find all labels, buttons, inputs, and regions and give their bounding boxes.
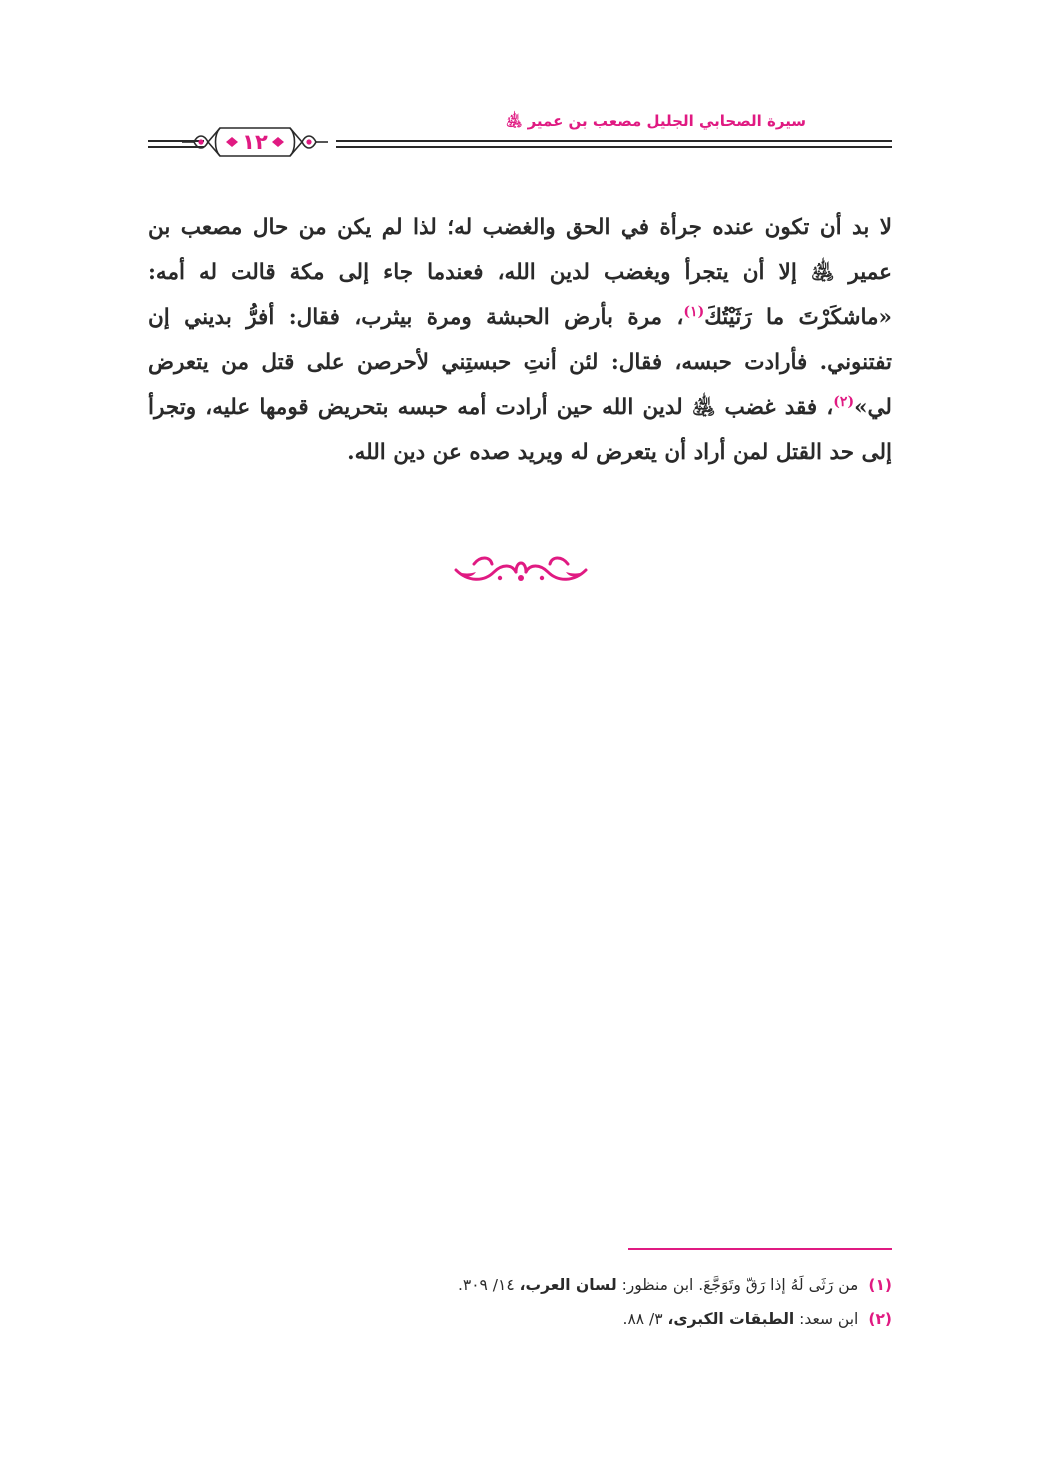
footnote-citation: ١٤/ ٣٠٩.: [457, 1276, 520, 1294]
footnote-number: (١): [868, 1276, 892, 1294]
floral-divider-icon: [450, 552, 592, 586]
footnotes: [148, 1268, 892, 1336]
footnote-ref-2[interactable]: (٢): [833, 393, 855, 410]
paragraph-end: ، فقد غضب ﵁ لدين الله حين أرادت أمه حبسه بتحريض قومها عليه، وتجرأ إلى حد القتل لمن أراد أن يتعرض له ويريد صده عن دين الله.: [148, 395, 892, 465]
page-number-badge: [180, 122, 330, 162]
footnote-2: [148, 1302, 892, 1336]
quote-start: «ماشكَرْتَ ما رَثَيْتُكَ: [704, 305, 892, 330]
footnote-text: من رَثَى لَهُ إذا رَقّ وتَوَجَّعَ. ابن منظور:: [616, 1276, 859, 1294]
page-number: ١٢: [242, 130, 268, 154]
body-line-1: لا بد أن تكون عنده جرأة في الحق والغضب له؛ لذا لم يكن من حال مصعب بن: [148, 215, 892, 240]
quote-continued: ، مرة بأرض الحبشة ومرة بيثرب، فقال: أفرُّ بديني إن تفتنوني. فأرادت حبسه، فقال: لئن أنتِ حبستِني لأحرصن على قتل من يتعرض لي»: [148, 305, 892, 420]
footnote-source: الطبقات الكبرى،: [667, 1310, 795, 1328]
footnote-text: ابن سعد:: [794, 1310, 859, 1328]
body-line-2: عمير ﵁ إلا أن يتجرأ ويغضب لدين الله، فعندما جاء إلى مكة قالت له أمه:: [148, 260, 892, 285]
footnote-citation: ٣/ ٨٨.: [622, 1310, 668, 1328]
page-header: [148, 100, 892, 160]
footnote-source: لسان العرب،: [519, 1276, 617, 1294]
running-title: سيرة الصحابي الجليل مصعب بن عمير ﵁: [505, 112, 807, 130]
footnote-number: (٢): [868, 1310, 892, 1328]
main-paragraph: [148, 205, 892, 475]
footnote-1: [148, 1268, 892, 1302]
footnote-ref-1[interactable]: (١): [683, 303, 705, 320]
footnote-separator: [628, 1248, 892, 1250]
